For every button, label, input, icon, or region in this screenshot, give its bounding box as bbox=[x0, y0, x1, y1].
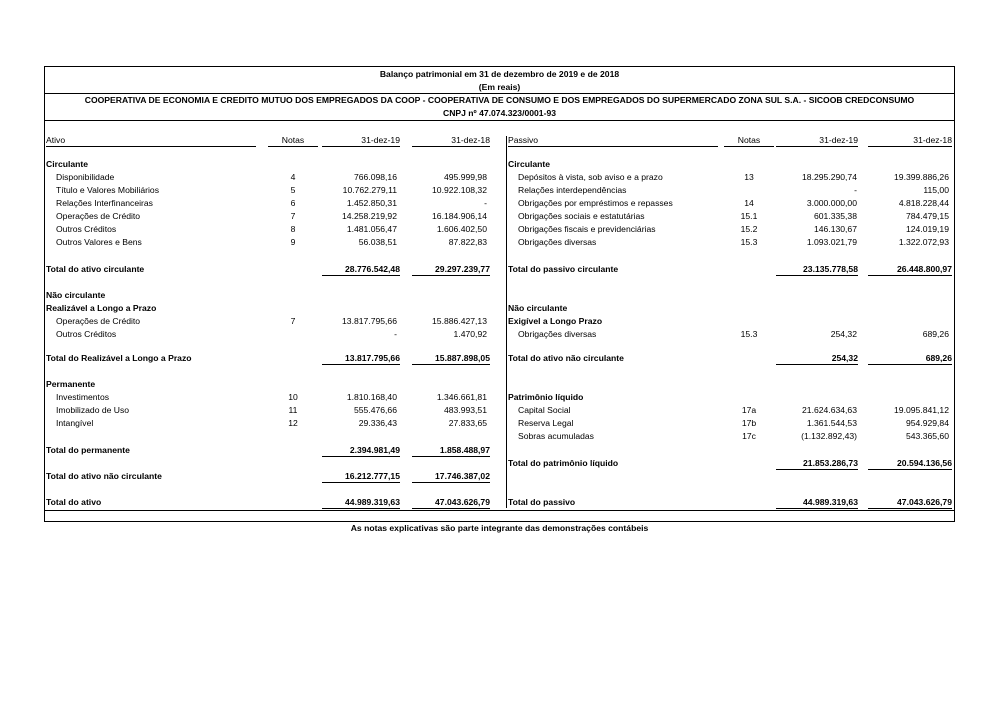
row-value-2019: 56.038,51 bbox=[358, 237, 397, 247]
total-label: Total do Realizável a Longo a Prazo bbox=[46, 353, 192, 363]
passivo-2018-header: 31-dez-18 bbox=[868, 135, 952, 147]
passivo-header: Passivo bbox=[508, 135, 718, 147]
row-nota: 13 bbox=[744, 172, 754, 182]
row-label: Título e Valores Mobiliários bbox=[56, 185, 160, 195]
row-label: Obrigações por empréstimos e repasses bbox=[518, 198, 673, 208]
row-nota: 8 bbox=[290, 224, 296, 234]
passivo-circulante-title: Circulante bbox=[508, 159, 551, 169]
row-value-2018: 1.606.402,50 bbox=[436, 224, 487, 234]
footer-note: As notas explicativas são parte integrante das demonstrações contábeis bbox=[350, 523, 649, 533]
row-nota: 15.2 bbox=[740, 224, 758, 234]
row-value-2018: - bbox=[484, 198, 487, 208]
row-nota: 7 bbox=[290, 316, 296, 326]
total-value-2018: 47.043.626,79 bbox=[868, 497, 952, 511]
divider bbox=[45, 93, 954, 94]
total-value-2019: 28.776.542,48 bbox=[322, 264, 400, 276]
permanente-title: Permanente bbox=[46, 379, 96, 389]
row-value-2018: 689,26 bbox=[922, 329, 949, 339]
notas-header: Notas bbox=[268, 135, 318, 147]
row-value-2018: 15.886.427,13 bbox=[432, 316, 487, 326]
row-value-2019: 555.476,66 bbox=[353, 405, 397, 415]
total-label: Total do patrimônio líquido bbox=[508, 458, 619, 468]
row-value-2019: 18.295.290,74 bbox=[802, 172, 857, 182]
row-nota: 7 bbox=[290, 211, 296, 221]
total-value-2019: 21.853.286,73 bbox=[776, 458, 858, 470]
row-label: Operações de Crédito bbox=[56, 211, 141, 221]
total-label: Total do passivo bbox=[508, 497, 576, 507]
row-value-2018: 115,00 bbox=[923, 185, 949, 195]
row-value-2019: 29.336,43 bbox=[358, 418, 397, 428]
company-name: COOPERATIVA DE ECONOMIA E CREDITO MUTUO DOS EMPREGADOS DA COOP - COOPERATIVA DE CONSUMO E DOS EMPREGADOS DO SUPERMERCADO ZONA SUL S.A. - SICOOB CREDCONSUMO bbox=[84, 95, 915, 105]
row-label: Outros Créditos bbox=[56, 224, 117, 234]
total-value-2019: 2.394.981,49 bbox=[322, 445, 400, 457]
notas-header: Notas bbox=[724, 135, 774, 147]
total-value-2019: 23.135.778,58 bbox=[776, 264, 858, 276]
row-nota: 5 bbox=[290, 185, 296, 195]
row-nota: 9 bbox=[290, 237, 296, 247]
row-value-2018: 124.019,19 bbox=[905, 224, 949, 234]
row-value-2018: 27.833,65 bbox=[448, 418, 487, 428]
row-value-2018: 1.322.072,93 bbox=[898, 237, 949, 247]
row-value-2018: 543.365,60 bbox=[905, 431, 949, 441]
row-label: Obrigações sociais e estatutárias bbox=[518, 211, 645, 221]
row-value-2019: - bbox=[854, 185, 857, 195]
row-value-2018: 495.999,98 bbox=[443, 172, 487, 182]
row-label: Outros Valores e Bens bbox=[56, 237, 142, 247]
ativo-2019-header: 31-dez-19 bbox=[322, 135, 400, 147]
total-value-2018: 47.043.626,79 bbox=[412, 497, 490, 511]
total-label: Total do permanente bbox=[46, 445, 130, 455]
row-value-2018: 784.479,15 bbox=[905, 211, 949, 221]
row-label: Operações de Crédito bbox=[56, 316, 141, 326]
row-value-2019: 1.452.850,31 bbox=[346, 198, 397, 208]
row-label: Disponibilidade bbox=[56, 172, 115, 182]
row-nota: 12 bbox=[288, 418, 298, 428]
row-label: Intangível bbox=[56, 418, 94, 428]
row-value-2018: 4.818.228,44 bbox=[898, 198, 949, 208]
total-label: Total do ativo não circulante bbox=[508, 353, 624, 363]
ativo-2018-header: 31-dez-18 bbox=[412, 135, 490, 147]
row-value-2018: 19.399.886,26 bbox=[894, 172, 949, 182]
currency-note: (Em reais) bbox=[478, 82, 521, 92]
row-nota: 4 bbox=[290, 172, 296, 182]
total-label: Total do ativo bbox=[46, 497, 102, 507]
row-value-2019: 10.762.279,11 bbox=[342, 185, 397, 195]
row-label: Reserva Legal bbox=[518, 418, 574, 428]
row-value-2018: 19.095.841,12 bbox=[894, 405, 949, 415]
row-label: Imobilizado de Uso bbox=[56, 405, 130, 415]
ativo-nao-circulante-title: Não circulante bbox=[46, 290, 106, 300]
row-label: Obrigações fiscais e previdenciárias bbox=[518, 224, 656, 234]
total-value-2018: 26.448.800,97 bbox=[868, 264, 952, 276]
row-value-2019: 3.000.000,00 bbox=[806, 198, 857, 208]
row-nota: 15.3 bbox=[740, 329, 758, 339]
row-value-2018: 1.470,92 bbox=[453, 329, 487, 339]
row-label: Obrigações diversas bbox=[518, 329, 597, 339]
report-title: Balanço patrimonial em 31 de dezembro de 2019 e de 2018 bbox=[379, 69, 620, 79]
total-value-2018: 1.858.488,97 bbox=[412, 445, 490, 457]
row-value-2018: 10.922.108,32 bbox=[432, 185, 487, 195]
row-nota: 17b bbox=[741, 418, 757, 428]
ativo-circulante-title: Circulante bbox=[46, 159, 89, 169]
row-value-2018: 483.993,51 bbox=[443, 405, 487, 415]
row-value-2019: 254,32 bbox=[830, 329, 857, 339]
row-label: Depósitos à vista, sob aviso e a prazo bbox=[518, 172, 663, 182]
row-value-2019: 13.817.795,66 bbox=[342, 316, 397, 326]
row-value-2019: 21.624.634,63 bbox=[802, 405, 857, 415]
total-value-2019: 16.212.777,15 bbox=[322, 471, 400, 483]
row-nota: 14 bbox=[744, 198, 754, 208]
total-value-2018: 15.887.898,05 bbox=[412, 353, 490, 365]
total-label: Total do passivo circulante bbox=[508, 264, 619, 274]
row-value-2019: (1.132.892,43) bbox=[801, 431, 857, 441]
row-value-2019: 1.093.021,79 bbox=[806, 237, 857, 247]
row-value-2018: 16.184.906,14 bbox=[432, 211, 487, 221]
row-value-2019: 601.335,38 bbox=[813, 211, 857, 221]
row-value-2019: 1.361.544,53 bbox=[806, 418, 857, 428]
row-label: Relações interdependências bbox=[518, 185, 627, 195]
total-value-2018: 29.297.239,77 bbox=[412, 264, 490, 276]
total-value-2019: 13.817.795,66 bbox=[322, 353, 400, 365]
row-value-2019: - bbox=[394, 329, 397, 339]
row-value-2019: 146.130,67 bbox=[813, 224, 857, 234]
row-label: Obrigações diversas bbox=[518, 237, 597, 247]
passivo-2019-header: 31-dez-19 bbox=[776, 135, 858, 147]
total-value-2019: 44.989.319,63 bbox=[776, 497, 858, 511]
row-value-2018: 87.822,83 bbox=[448, 237, 487, 247]
divider bbox=[45, 120, 954, 121]
row-nota: 11 bbox=[288, 405, 298, 415]
row-nota: 15.1 bbox=[740, 211, 758, 221]
row-value-2019: 14.258.219,92 bbox=[342, 211, 397, 221]
passivo-nao-circulante-title: Não circulante bbox=[508, 303, 568, 313]
row-nota: 17a bbox=[741, 405, 757, 415]
cnpj: CNPJ nº 47.074.323/0001-93 bbox=[442, 108, 557, 118]
column-divider bbox=[506, 136, 507, 508]
row-label: Outros Créditos bbox=[56, 329, 117, 339]
realizavel-title: Realizável a Longo a Prazo bbox=[46, 303, 157, 313]
row-nota: 15.3 bbox=[740, 237, 758, 247]
row-value-2019: 766.098,16 bbox=[353, 172, 397, 182]
row-label: Capital Social bbox=[518, 405, 571, 415]
row-label: Sobras acumuladas bbox=[518, 431, 594, 441]
total-value-2019: 44.989.319,63 bbox=[322, 497, 400, 511]
row-label: Investimentos bbox=[56, 392, 110, 402]
row-value-2018: 1.346.661,81 bbox=[436, 392, 487, 402]
pl-title: Patrimônio líquido bbox=[508, 392, 584, 402]
row-value-2018: 954.929,84 bbox=[905, 418, 949, 428]
total-value-2018: 20.594.136,56 bbox=[868, 458, 952, 470]
total-label: Total do ativo circulante bbox=[46, 264, 145, 274]
row-nota: 17c bbox=[742, 431, 756, 441]
exigivel-title: Exigível a Longo Prazo bbox=[508, 316, 603, 326]
row-value-2019: 1.481.056,47 bbox=[346, 224, 397, 234]
total-value-2019: 254,32 bbox=[776, 353, 858, 365]
row-nota: 6 bbox=[290, 198, 296, 208]
total-value-2018: 689,26 bbox=[868, 353, 952, 365]
row-label: Relações Interfinanceiras bbox=[56, 198, 153, 208]
total-value-2018: 17.746.387,02 bbox=[412, 471, 490, 483]
row-nota: 10 bbox=[288, 392, 298, 402]
ativo-header: Ativo bbox=[46, 135, 256, 147]
row-value-2019: 1.810.168,40 bbox=[346, 392, 397, 402]
total-label: Total do ativo não circulante bbox=[46, 471, 162, 481]
